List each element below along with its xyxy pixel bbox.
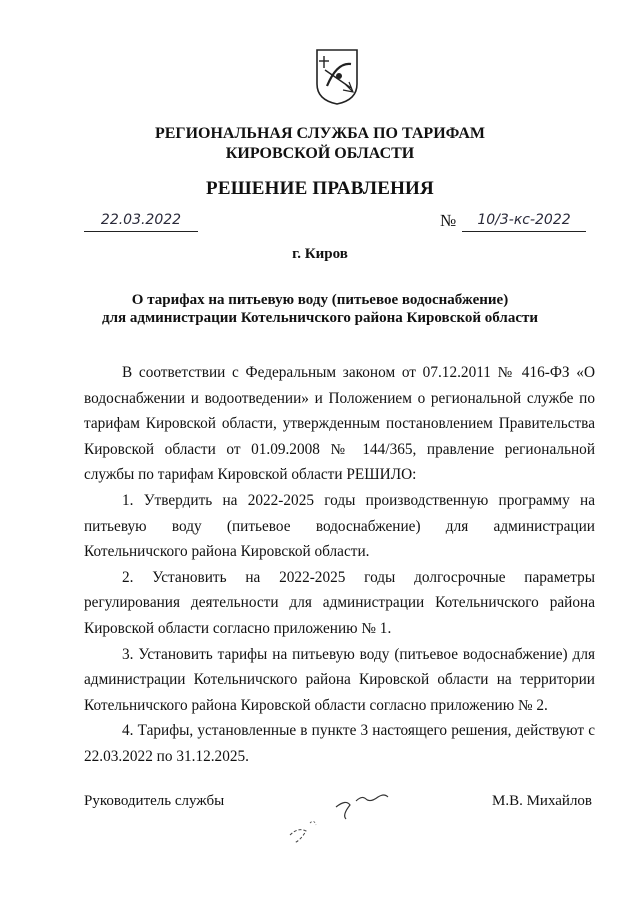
signatory-name: М.В. Михайлов (492, 793, 593, 809)
subject-line1: О тарифах на питьевую воду (питьевое водоснабжение) (131, 292, 509, 308)
decision-body (84, 360, 595, 770)
clause-4: 4. Тарифы, установленные в пункте 3 настоящего решения, действуют с 22.03.2022 по 31.12.2025. (84, 722, 595, 765)
decision-number: 10/3-кс-2022 (462, 212, 586, 232)
clause-1: 1. Утвердить на 2022-2025 годы производственную программу на питьевую воду (питьевое водоснабжение) для администрации Котельничского района Кировской области. (84, 491, 595, 561)
document-title: РЕШЕНИЕ ПРАВЛЕНИЯ (206, 178, 434, 199)
signatory-position: Руководитель службы (84, 793, 225, 809)
preamble-paragraph: В соответствии с Федеральным законом от 07.12.2011 № 416-ФЗ «О водоснабжении и водоотведении» и Положением о региональной службе по тарифам Кировской области, утвержденным постановлением Правительства Кировской области от 01.09.2008 № 144/365, правление региональной службы по тарифам Кировской области РЕШИЛО: (84, 364, 595, 484)
city-name: г. Киров (292, 246, 348, 262)
signature-icon (250, 785, 400, 855)
number-label: № (440, 211, 457, 230)
clause-2: 2. Установить на 2022-2025 годы долгосрочные параметры регулирования деятельности для администрации Котельничского района Кировской области согласно приложению № 1. (84, 568, 595, 637)
coat-of-arms-icon (315, 48, 359, 106)
org-name-line2: КИРОВСКОЙ ОБЛАСТИ (225, 145, 415, 162)
clause-3: 3. Установить тарифы на питьевую воду (питьевое водоснабжение) для администрации Котельничского района Кировской области на территории Котельничского района Кировской области согласно приложению № 2. (84, 645, 595, 714)
decision-date: 22.03.2022 (84, 212, 198, 232)
subject-line2: для администрации Котельничского района Кировской области (101, 310, 539, 326)
org-name-line1: РЕГИОНАЛЬНАЯ СЛУЖБА ПО ТАРИФАМ (154, 125, 486, 142)
